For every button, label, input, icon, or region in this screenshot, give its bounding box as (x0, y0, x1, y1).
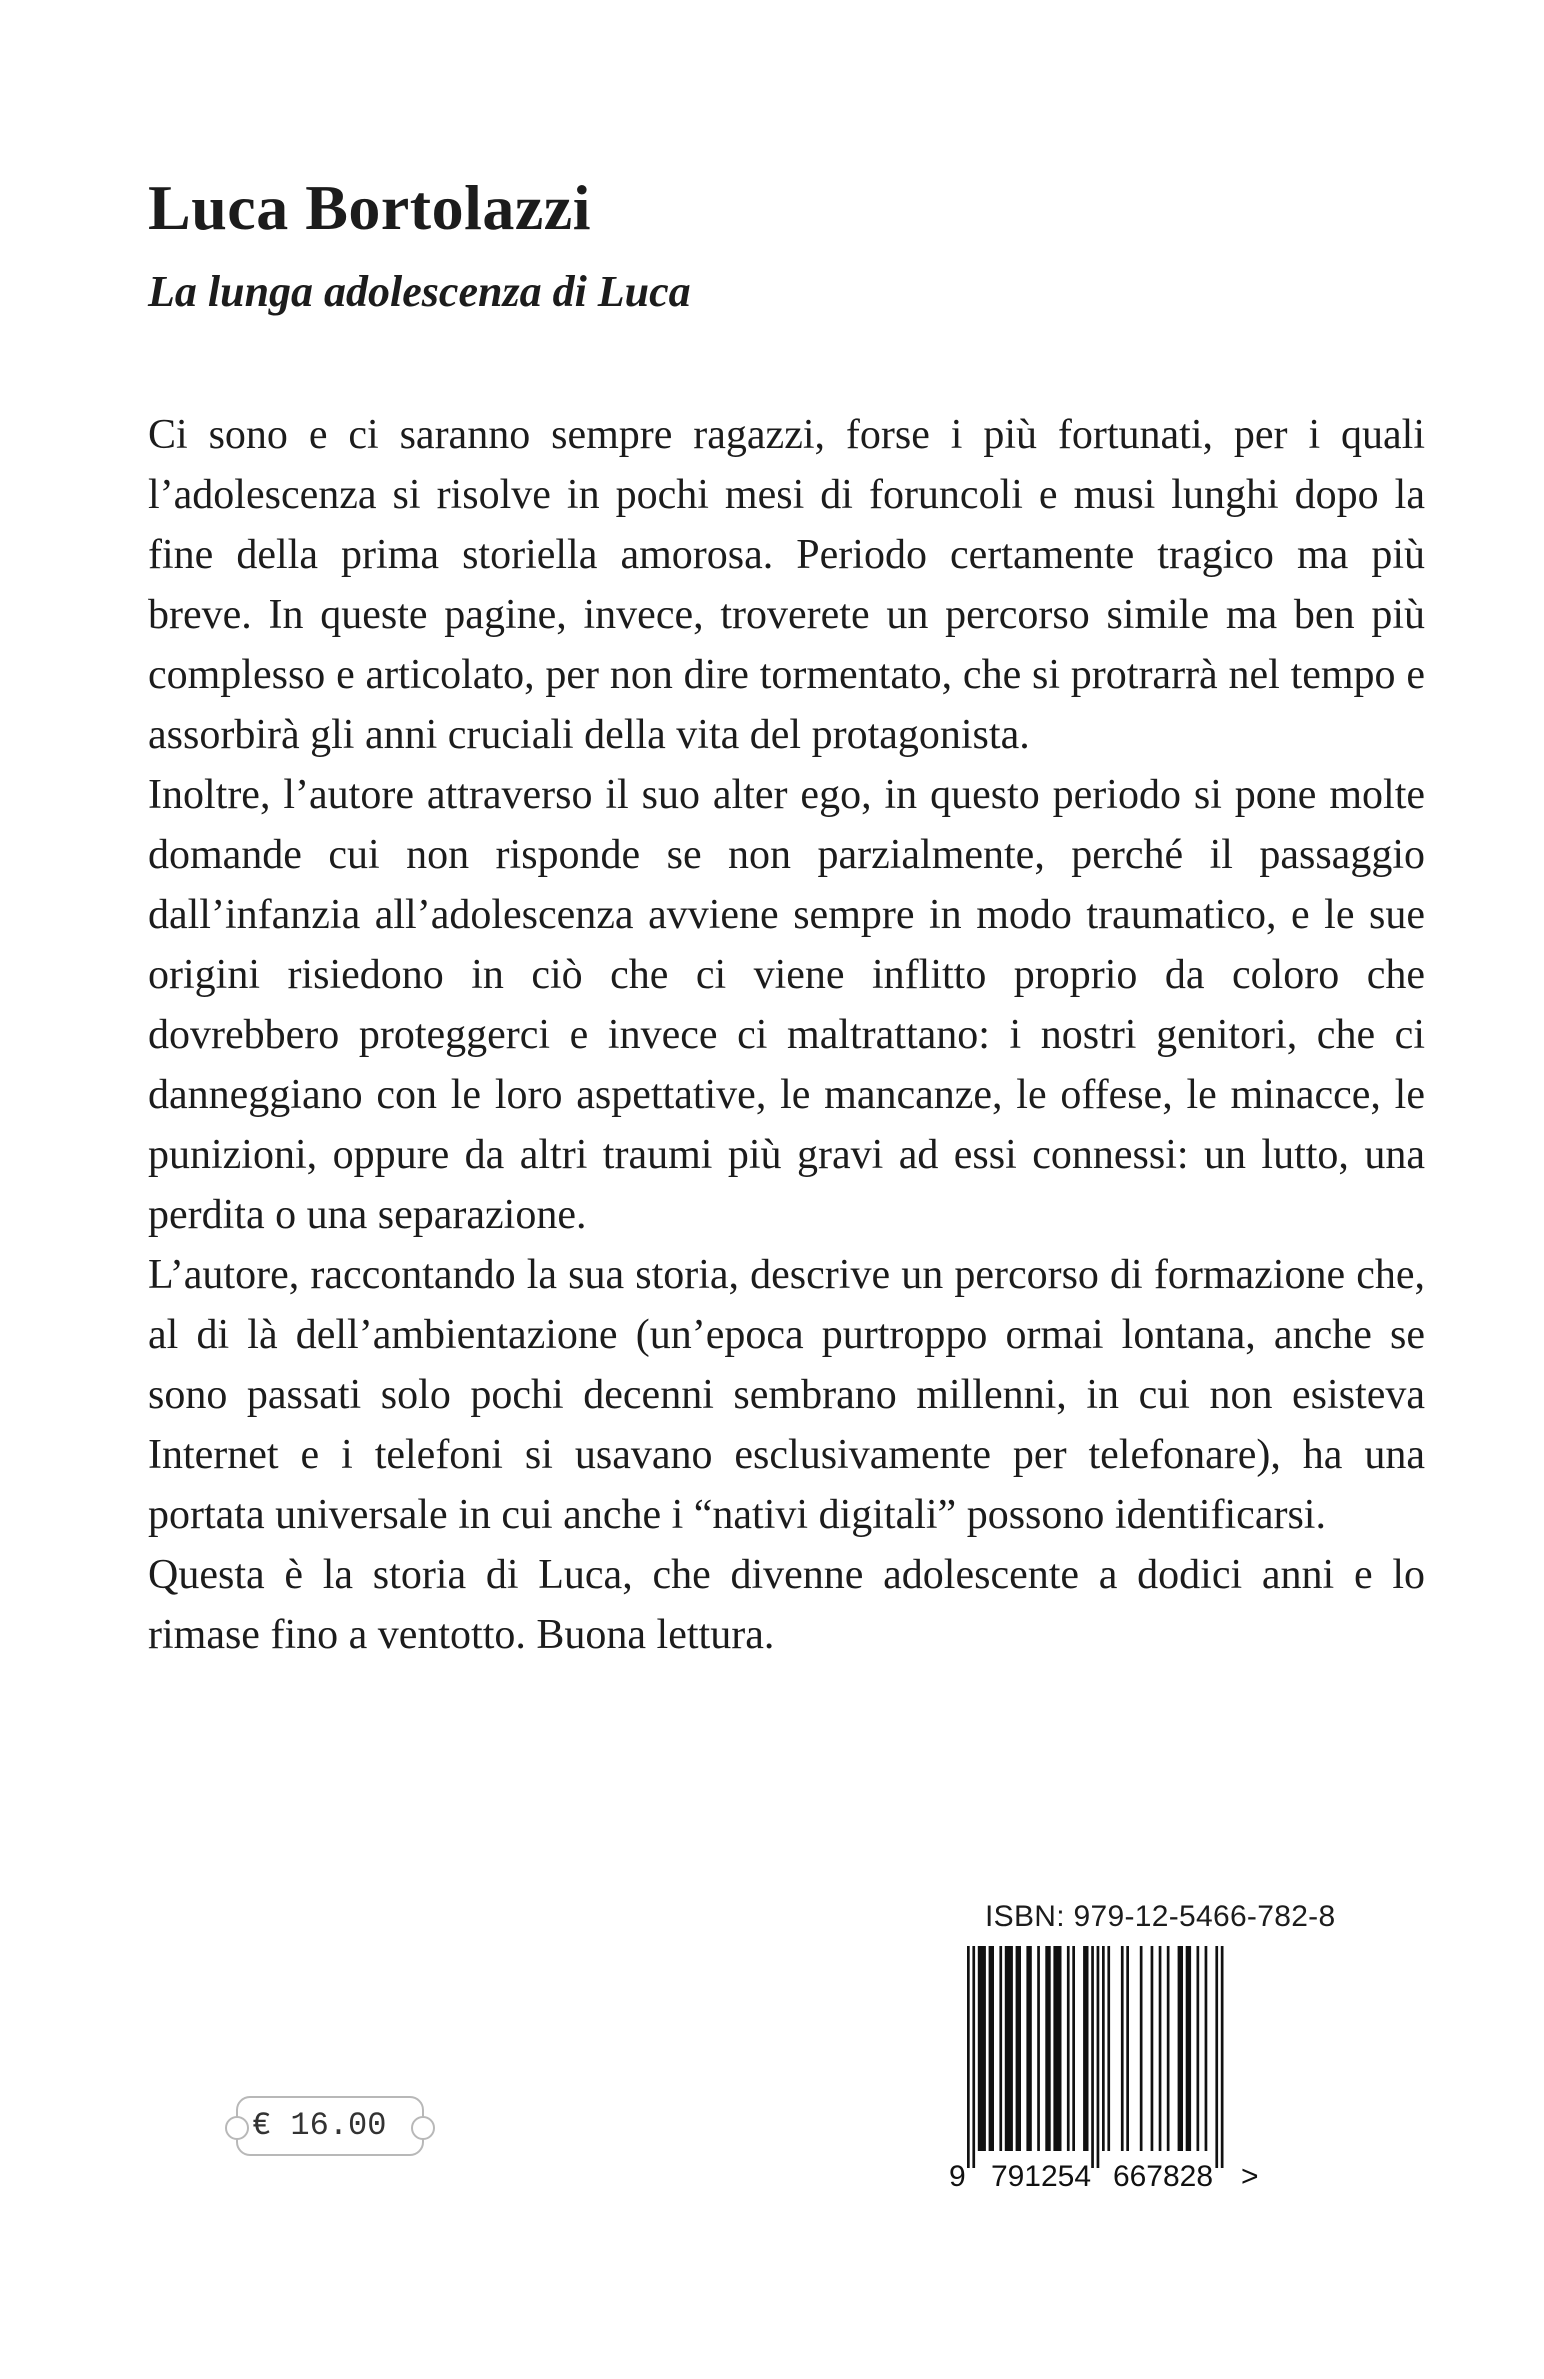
barcode-bar (1126, 1946, 1129, 2151)
blurb-paragraph-3: L’autore, raccontando la sua storia, descrive un percorso di formazione che, al di là dell’ambientazione (un’epoca purtroppo ormai lontana, anche se sono passati solo pochi decenni sembrano millenni, in cui non esisteva Internet e i telefoni si usavano esclusivamente per telefonare), ha una portata universale in cui anche i “nativi digitali” possono identificarsi. (148, 1252, 1425, 1538)
barcode-bar (1067, 1946, 1070, 2151)
barcode-guard-bar (1097, 1946, 1100, 2168)
isbn-label: ISBN: 979-12-5466-782-8 (985, 1900, 1336, 1933)
barcode-bar (1005, 1946, 1013, 2151)
barcode-bar (1037, 1946, 1040, 2151)
author-name: Luca Bortolazzi (148, 172, 591, 243)
barcode-bar (1107, 1946, 1110, 2151)
back-cover-blurb (148, 405, 1425, 1665)
barcode-guard-bar (967, 1946, 970, 2168)
barcode-bar (1186, 1946, 1191, 2151)
barcode-bar (1197, 1946, 1200, 2151)
barcode-bars (967, 1946, 1224, 2168)
price-tag (236, 2096, 424, 2156)
barcode-bar (1016, 1946, 1021, 2151)
barcode-right-digits: 667828 (1112, 2160, 1214, 2193)
barcode-bar (1083, 1946, 1088, 2151)
barcode-guard-bar (1215, 1946, 1218, 2168)
barcode-bar (1205, 1946, 1208, 2151)
barcode-bar (1178, 1946, 1183, 2151)
barcode-bar (989, 1946, 994, 2151)
barcode-bar (1102, 1946, 1105, 2151)
barcode-bar (978, 1946, 986, 2151)
barcode-bar (1072, 1946, 1075, 2151)
barcode-guard-bar (972, 1946, 975, 2168)
barcode-quiet-zone-mark: > (1241, 2160, 1259, 2193)
barcode-bar (1151, 1946, 1154, 2151)
book-title: La lunga adolescenza di Luca (148, 267, 691, 316)
barcode-bar (999, 1946, 1002, 2151)
barcode-bar (1045, 1946, 1050, 2151)
barcode-bar (1026, 1946, 1031, 2151)
barcode-bar (1121, 1946, 1124, 2151)
price-label: € 16.00 (252, 2107, 387, 2144)
isbn-barcode (945, 1946, 1265, 2196)
barcode-bar (1053, 1946, 1061, 2151)
blurb-paragraph-2: Inoltre, l’autore attraverso il suo alter ego, in questo periodo si pone molte domande cui non risponde se non parzialmente, perché il passaggio dall’infanzia all’adolescenza avviene sempre in modo traumatico, e le sue origini risiedono in ciò che ci viene inflitto proprio da coloro che dovrebbero proteggerci e invece ci maltrattano: i nostri genitori, che ci danneggiano con le loro aspettative, le mancanze, le offese, le minacce, le punizioni, oppure da altri traumi più gravi ad essi connessi: un lutto, una perdita o una separazione. (148, 772, 1425, 1238)
blurb-paragraph-1: Ci sono e ci saranno sempre ragazzi, forse i più fortunati, per i quali l’adolescenza si risolve in pochi mesi di foruncoli e musi lunghi dopo la fine della prima storiella amorosa. Periodo certamente tragico ma più breve. In queste pagine, invece, troverete un percorso simile ma ben più complesso e articolato, per non dire tormentato, che si protrarrà nel tempo e assorbirà gli anni cruciali della vita del protagonista. (148, 412, 1425, 758)
barcode-bar (1140, 1946, 1143, 2151)
blurb-paragraph-4: Questa è la storia di Luca, che divenne adolescente a dodici anni e lo rimase fino a ventotto. Buona lettura. (148, 1552, 1425, 1658)
barcode-first-digit: 9 (949, 2160, 966, 2193)
barcode-left-digits: 791254 (990, 2160, 1092, 2193)
barcode-guard-bar (1091, 1946, 1094, 2168)
barcode-bar (1167, 1946, 1170, 2151)
barcode-bar (1159, 1946, 1162, 2151)
barcode-guard-bar (1221, 1946, 1224, 2168)
